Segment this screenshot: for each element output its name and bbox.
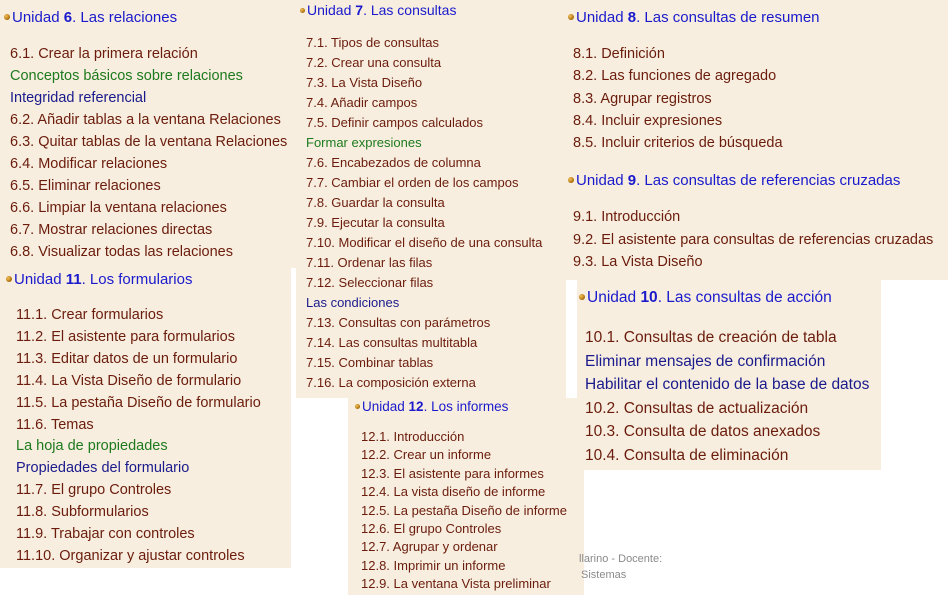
unit-7-link[interactable]: 7.8. Guardar la consulta xyxy=(306,195,445,210)
unit-6-link[interactable]: 6.4. Modificar relaciones xyxy=(10,156,168,172)
unit-title: . Las consultas de referencias cruzadas xyxy=(636,172,901,189)
unit-7-link[interactable]: 7.11. Ordenar las filas xyxy=(306,255,433,270)
unit-11-link[interactable]: 11.1. Crear formularios xyxy=(16,307,164,323)
unit-11-link[interactable]: 11.7. El grupo Controles xyxy=(16,482,172,499)
unit-7-link[interactable]: 7.16. La composición externa xyxy=(306,375,476,390)
unit-12-link[interactable]: 12.4. La vista diseño de informe xyxy=(361,484,546,500)
unit-7-link[interactable]: 7.12. Seleccionar filas xyxy=(306,275,434,290)
unit-label: Unidad xyxy=(12,9,60,26)
orange-bullet-icon xyxy=(579,294,585,300)
orange-bullet-icon xyxy=(300,8,305,13)
unit-12-link[interactable]: 12.7. Agrupar y ordenar xyxy=(361,539,498,555)
unit-8-link[interactable]: 8.5. Incluir criterios de búsqueda xyxy=(573,135,783,152)
unit-9-link[interactable]: 9.2. El asistente para consultas de referencias cruzadas xyxy=(573,231,934,248)
unit-7-link[interactable]: 7.2. Crear una consulta xyxy=(306,55,442,70)
unit-title: . Las consultas xyxy=(363,2,457,18)
unit-12-link[interactable]: 12.2. Crear un informe xyxy=(361,447,492,463)
unit-label: Unidad xyxy=(576,172,624,189)
unit-11-header[interactable] xyxy=(6,271,192,288)
unit-11-link[interactable]: 11.2. El asistente para formularios xyxy=(16,328,235,345)
unit-12-link[interactable]: 12.9. La ventana Vista preliminar xyxy=(361,576,551,592)
unit-9-link[interactable]: 9.1. Introducción xyxy=(573,209,681,225)
unit-title: . Las relaciones xyxy=(72,9,178,26)
unit-7-link[interactable]: 7.14. Las consultas multitabla xyxy=(306,335,478,350)
unit-7-link[interactable]: 7.13. Consultas con parámetros xyxy=(306,315,491,330)
orange-bullet-icon xyxy=(568,14,574,20)
unit-6-link[interactable]: 6.7. Mostrar relaciones directas xyxy=(10,222,213,238)
unit-label: Unidad xyxy=(14,271,62,288)
unit-7-link[interactable]: 7.9. Ejecutar la consulta xyxy=(306,215,445,230)
unit-12-link[interactable]: 12.3. El asistente para informes xyxy=(361,465,544,481)
footer-department-line: Sistemas xyxy=(581,569,627,581)
unit-11-link[interactable]: 11.10. Organizar y ajustar controles xyxy=(16,547,245,564)
unit-12-link[interactable]: 12.6. El grupo Controles xyxy=(361,521,502,536)
unit-7-link[interactable]: 7.4. Añadir campos xyxy=(306,95,418,110)
unit-number: 9 xyxy=(627,172,637,189)
unit-6-link[interactable]: 6.5. Eliminar relaciones xyxy=(10,178,161,194)
unit-9-header[interactable] xyxy=(568,172,900,189)
unit-10-link[interactable]: 10.1. Consultas de creación de tabla xyxy=(585,329,837,346)
unit-7-link[interactable]: 7.5. Definir campos calculados xyxy=(306,115,484,130)
unit-11-link[interactable]: 11.3. Editar datos de un formulario xyxy=(16,350,238,367)
unit-number: 11 xyxy=(65,271,82,288)
unit-11-link[interactable]: 11.9. Trabajar con controles xyxy=(16,526,195,542)
unit-7-link[interactable]: 7.3. La Vista Diseño xyxy=(306,75,423,90)
unit-11-link[interactable]: La hoja de propiedades xyxy=(16,438,168,455)
unit-title: . Las consultas de acción xyxy=(657,289,832,306)
unit-title: . Los informes xyxy=(423,399,509,414)
unit-7-link[interactable]: 7.7. Cambiar el orden de los campos xyxy=(306,175,519,190)
unit-6-link[interactable]: 6.3. Quitar tablas de la ventana Relaciones xyxy=(10,134,288,150)
unit-number: 6 xyxy=(63,9,73,26)
unit-11-link[interactable]: 11.6. Temas xyxy=(16,416,94,433)
unit-6-link[interactable]: 6.6. Limpiar la ventana relaciones xyxy=(10,200,227,216)
unit-8-header[interactable] xyxy=(568,9,820,26)
unit-10-panel xyxy=(577,280,881,470)
unit-number: 7 xyxy=(355,2,364,18)
unit-7-link[interactable]: 7.15. Combinar tablas xyxy=(306,355,434,370)
unit-8-link[interactable]: 8.3. Agrupar registros xyxy=(573,90,712,107)
unit-label: Unidad xyxy=(576,9,624,26)
unit-12-link[interactable]: 12.8. Imprimir un informe xyxy=(361,557,506,573)
unit-8-link[interactable]: 8.1. Definición xyxy=(573,46,665,62)
unit-10-link[interactable]: 10.4. Consulta de eliminación xyxy=(585,446,789,464)
unit-9-link[interactable]: 9.3. La Vista Diseño xyxy=(573,254,703,270)
unit-6-link[interactable]: 6.1. Crear la primera relación xyxy=(10,46,198,62)
unit-label: Unidad xyxy=(307,2,352,18)
unit-6-link[interactable]: Integridad referencial xyxy=(10,90,147,106)
unit-label: Unidad xyxy=(362,399,405,414)
unit-10-link[interactable]: 10.2. Consultas de actualización xyxy=(585,399,809,417)
unit-10-header[interactable] xyxy=(579,289,832,307)
unit-title: . Las consultas de resumen xyxy=(636,9,820,26)
footer-author-line: llarino - Docente: xyxy=(579,553,663,565)
unit-10-link[interactable]: Habilitar el contenido de la base de datos xyxy=(585,376,870,393)
unit-number: 10 xyxy=(640,289,658,306)
orange-bullet-icon xyxy=(568,177,574,183)
unit-6-link[interactable]: 6.2. Añadir tablas a la ventana Relaciones xyxy=(10,112,281,128)
unit-number: 8 xyxy=(627,9,637,26)
orange-bullet-icon xyxy=(355,404,360,409)
unit-12-link[interactable]: 12.1. Introducción xyxy=(361,429,465,444)
unit-7-link[interactable]: 7.10. Modificar el diseño de una consulta xyxy=(306,235,543,250)
unit-12-header[interactable] xyxy=(355,399,508,414)
unit-10-link[interactable]: Eliminar mensajes de confirmación xyxy=(585,352,826,370)
unit-7-link[interactable]: Las condiciones xyxy=(306,295,400,310)
unit-11-link[interactable]: 11.5. La pestaña Diseño de formulario xyxy=(16,394,261,411)
unit-6-link[interactable]: 6.8. Visualizar todas las relaciones xyxy=(10,244,233,260)
unit-11-link[interactable]: 11.4. La Vista Diseño de formulario xyxy=(16,372,242,389)
unit-8-link[interactable]: 8.2. Las funciones de agregado xyxy=(573,68,777,85)
unit-11-link[interactable]: 11.8. Subformularios xyxy=(16,504,149,521)
unit-7-link[interactable]: 7.6. Encabezados de columna xyxy=(306,155,481,170)
unit-8-link[interactable]: 8.4. Incluir expresiones xyxy=(573,112,723,129)
orange-bullet-icon xyxy=(6,276,12,282)
unit-label: Unidad xyxy=(587,289,637,306)
unit-7-link[interactable]: Formar expresiones xyxy=(306,135,422,150)
unit-12-link[interactable]: 12.5. La pestaña Diseño de informe xyxy=(361,502,567,518)
unit-6-link[interactable]: Conceptos básicos sobre relaciones xyxy=(10,68,243,84)
unit-7-link[interactable]: 7.1. Tipos de consultas xyxy=(306,35,439,50)
unit-7-header[interactable] xyxy=(300,2,456,18)
unit-10-link[interactable]: 10.3. Consulta de datos anexados xyxy=(585,423,821,440)
unit-title: . Los formularios xyxy=(81,271,193,288)
unit-11-link[interactable]: Propiedades del formulario xyxy=(16,460,190,477)
unit-number: 12 xyxy=(408,399,424,414)
orange-bullet-icon xyxy=(4,14,10,20)
unit-6-header[interactable] xyxy=(4,9,177,26)
